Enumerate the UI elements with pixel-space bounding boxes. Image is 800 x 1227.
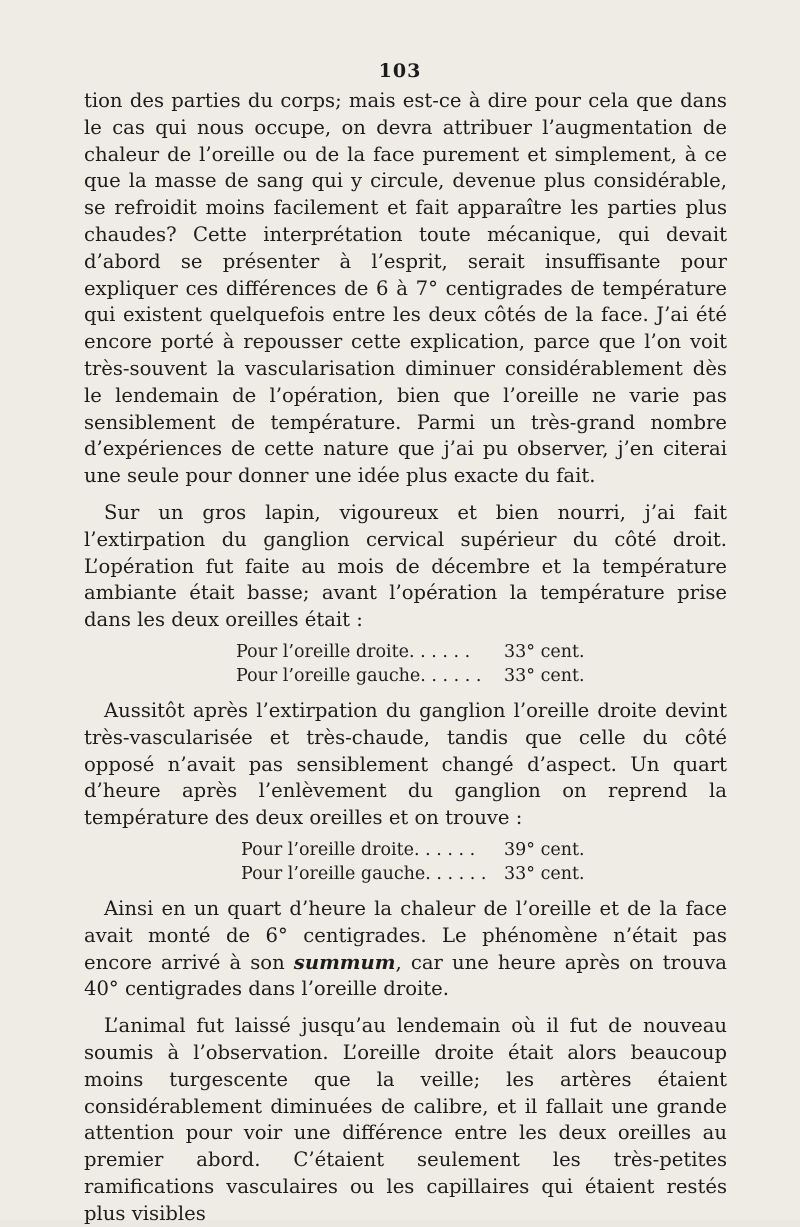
measurement-value: 33° cent. bbox=[504, 863, 585, 884]
measurements-before-table bbox=[84, 640, 727, 688]
paragraph-2: Sur un gros lapin, vigoureux et bien nourri, j’ai fait l’extirpation du ganglion cervical supérieur du côté droit. L’opération fut faite au mois de décembre et la température ambiante était basse; avant l’opération la température prise dans les deux oreilles était : bbox=[84, 500, 727, 632]
measurement-label: Pour l’oreille gauche. . . . . . bbox=[241, 863, 487, 884]
paragraph-4 bbox=[84, 896, 727, 1003]
paragraph-5: L’animal fut laissé jusqu’au lendemain où il fut de nouveau soumis à l’observation. L’oreille droite était alors beaucoup moins turgescente que la veille; les artères étaient considérablement diminuées de calibre, et il fallait une grande attention pour voir une différence entre les deux oreilles au premier abord. C’étaient seulement les très-petites ramifications vasculaires ou les capillaires qui étaient restés plus visibles bbox=[84, 1014, 727, 1225]
paragraph-4-text-a: Ainsi en un quart d’heure la chaleur de l’oreille et de la face avait monté de 6° centigrades. Le phénomène n’était pas encore arrivé à son bbox=[84, 896, 727, 974]
measurement-row bbox=[241, 862, 727, 886]
page-number: 103 bbox=[378, 60, 422, 82]
paragraph-4-italic-word: summum bbox=[293, 950, 396, 974]
measurement-value: 39° cent. bbox=[504, 839, 585, 860]
measurement-row bbox=[241, 838, 727, 862]
measurement-value: 33° cent. bbox=[504, 665, 585, 686]
measurement-row bbox=[236, 640, 727, 664]
paragraph-3: Aussitôt après l’extirpation du ganglion l’oreille droite devint très-vascularisée et très-chaude, tandis que celle du côté opposé n’avait pas sensiblement changé d’aspect. Un quart d’heure après l’enlèvement du ganglion on reprend la température des deux oreilles et on trouve : bbox=[84, 698, 727, 830]
measurement-value: 33° cent. bbox=[504, 641, 585, 662]
measurement-label: Pour l’oreille droite. . . . . . bbox=[236, 641, 471, 662]
paragraph-1: tion des parties du corps; mais est-ce à dire pour cela que dans le cas qui nous occupe, on devra attribuer l’augmentation de chaleur de l’oreille ou de la face purement et simplement, à ce que la masse de sang qui y circule, devenue plus considérable, se refroidit moins facilement et fait apparaître les parties plus chaudes? Cette interprétation toute mécanique, qui devait d’abord se présenter à l’esprit, serait insuffisante pour expliquer ces différences de 6 à 7° centigrades de température qui existent quelquefois entre les deux côtés de la face. J’ai été encore porté à repousser cette explication, parce que l’on voit très-souvent la vascularisation diminuer considérablement dès le lendemain de l’opération, bien que l’oreille ne varie pas sensiblement de température. Parmi un très-grand nombre d’expériences de cette nature que j’ai pu observer, j’en citerai une seule pour donner une idée plus exacte du fait. bbox=[84, 89, 727, 488]
measurement-label: Pour l’oreille droite. . . . . . bbox=[241, 839, 476, 860]
measurement-label: Pour l’oreille gauche. . . . . . bbox=[236, 665, 482, 686]
measurement-row bbox=[236, 664, 727, 688]
measurements-after-table bbox=[84, 838, 727, 886]
body-text bbox=[84, 88, 727, 1227]
paragraph-4-text-b: , car une heure après on trouva 40° centigrades dans l’oreille droite. bbox=[84, 950, 727, 1001]
